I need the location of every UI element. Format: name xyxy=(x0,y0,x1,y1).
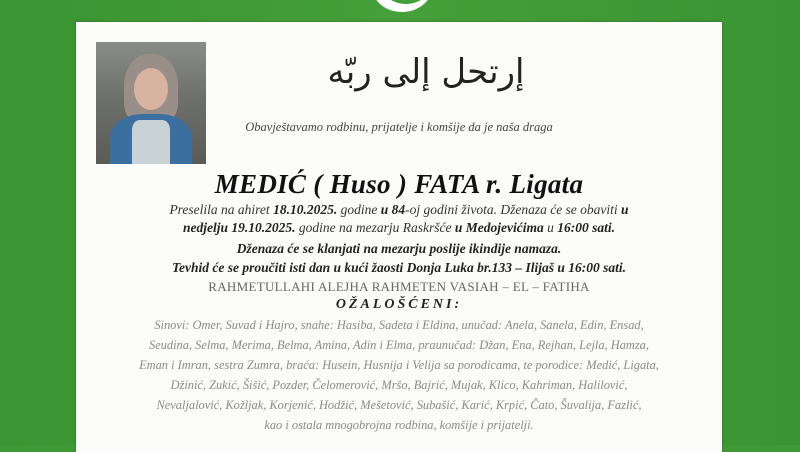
age-text: u 84 xyxy=(380,202,406,217)
photo-face xyxy=(134,68,168,110)
notice-line-1 xyxy=(76,202,722,218)
notice-line-4: Tevhid će se proučiti isti dan u kući žaosti Donja Luka br.133 – Ilijaš u 16:00 sati. xyxy=(171,260,627,275)
ozaloscene-heading: OŽALOŠĆENI: xyxy=(335,297,463,312)
deceased-photo xyxy=(96,42,206,164)
family-line: Eman i Imran, sestra Zumra, braća: Husein, Husnija i Velija sa porodicama, te porodice: Medić, Ligata, xyxy=(139,358,659,372)
notice-line-1-part-c: godine xyxy=(337,202,381,217)
funeral-date: nedjelju 19.10.2025. xyxy=(183,220,296,235)
deceased-name: MEDIĆ ( Huso ) FATA r. Ligata xyxy=(214,169,584,199)
family-line: Sinovi: Omer, Suvad i Hajro, snahe: Hasiba, Sadeta i Eldina, unučad: Anela, Sanela, Edin, Ensad, xyxy=(154,318,644,332)
notice-line-1-part-a: Preselila na ahiret xyxy=(169,202,274,217)
rahmet-line: RAHMETULLAHI ALEJHA RAHMETEN VASIAH – EL – FATIHA xyxy=(208,279,590,294)
notice-line-2 xyxy=(76,220,722,236)
notice-line-3: Dženaza će se klanjati na mezarju poslije ikindije namaza. xyxy=(236,241,562,256)
family-line: Seudina, Selma, Merima, Belma, Amina, Adin i Elma, praunučad: Džan, Ena, Rejhan, Lejla, Hamza, xyxy=(149,338,649,352)
family-line: kao i ostala mnogobrojna rodbina, komšije i prijatelji. xyxy=(264,418,534,432)
notice-line-1-part-e: -oj godini života. Dženaza će se obaviti xyxy=(405,202,622,217)
obituary-card xyxy=(76,22,722,452)
family-line: Džinić, Zukić, Šišić, Pozder, Čelomerović, Mršo, Bajrić, Mujak, Klico, Kahriman, Halilović, xyxy=(170,378,628,392)
funeral-time: 16:00 sati. xyxy=(557,220,615,235)
notice-line-2-part-d: u xyxy=(543,220,558,235)
arabic-heading: إرتحل إلى ربّه xyxy=(327,52,525,92)
death-date: 18.10.2025. xyxy=(273,202,338,217)
funeral-place: u Medojevićima xyxy=(454,220,544,235)
family-line: Nevaljalović, Kožljak, Korjenić, Hodžić, Mešetović, Subašić, Karić, Krpić, Čato, Šuvalija, Fazlić, xyxy=(156,398,642,412)
notice-line-2-part-b: godine na mezarju Raskršće xyxy=(295,220,455,235)
notice-line-1-part-f: u xyxy=(621,202,629,217)
intro-text: Obavještavamo rodbinu, prijatelje i komšije da je naša draga xyxy=(245,120,553,134)
